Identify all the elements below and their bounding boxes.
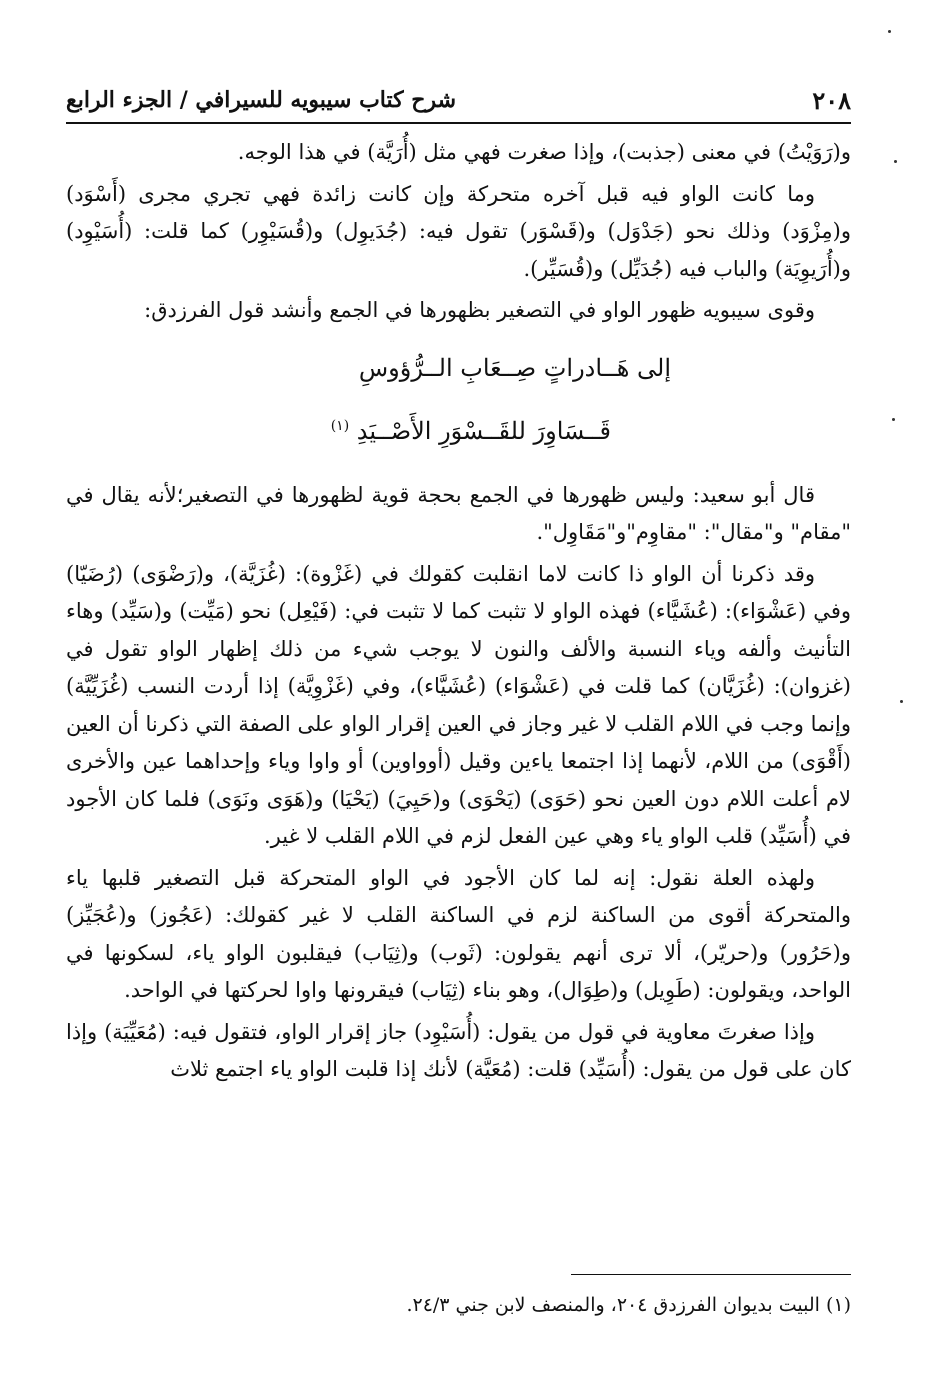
footnote-divider [571,1274,851,1275]
scan-speck [900,700,903,703]
verse-line-1-text: إلى هَــادراتٍ صِــعَابِ الــرُّؤوسِ [358,353,671,382]
paragraph: وما كانت الواو فيه قبل آخره متحركة وإن كانت زائدة فهي تجري مجرى (أَسْوَد) و(مِزْوَد) وذلك نحو (جَدْوَل) و(قَسْوَر) تقول فيه: (جُدَيوِل) و(قُسَيْوِر) كما قلت: (أُسَيْوِد) و(أُرَيوِيَة) والباب فيه (جُدَيِّل) و(قُسَيِّر). [66,181,851,281]
body-text [66,134,851,1093]
running-header [66,78,851,124]
running-title: شرح كتاب سيبويه للسيرافي / الجزء الرابع [66,87,457,113]
page [66,78,851,1368]
page-number: ٢٠٨ [812,85,851,115]
scan-speck [888,30,891,33]
scan-speck [894,160,897,163]
footnote: (١) البيت بديوان الفرزدق ٢٠٤، والمنصف لابن جني ٢٤/٣. [406,1294,851,1316]
paragraph: ولهذه العلة نقول: إنه لما كان الأجود في الواو المتحركة قبل التصغير قلبها ياء والمتحركة أقوى من الساكنة لزم في الساكنة القلب لا غير كقولك: (عَجُوز) و(عُجَيِّز) و(حَرُور) و(حريّر)، ألا ترى أنهم يقولون: (ثَوب) و(ثِيَاب) فيقلبون الواو ياء، لسكونها في الواحد، ويقولون: (طَوِيل) و(طِوَال)، وهو بناء (ثِيَاب) فيقرونها واوا لحركتها في الواحد. [66,865,851,1002]
verse-line-2 [66,406,851,451]
footnote-reference: (١) [330,417,350,434]
paragraph: وقوى سيبويه ظهور الواو في التصغير بظهورها في الجمع وأنشد قول الفرزدق: [144,298,815,322]
verse-line-1 [66,348,851,388]
paragraph: وإذا صغرتَ معاوية في قول من يقول: (أُسَيْوِد) جاز إقرار الواو، فتقول فيه: (مُعَيِّيَة) وإذا كان على قول من يقول: (أُسَيِّد) قلت: (مُعَيَّة) لأنك إذا قلبت الواو ياء اجتمع ثلاث [66,1019,851,1081]
scan-noise [888,0,928,1381]
scan-speck [892,418,895,421]
paragraph: قال أبو سعيد: وليس ظهورها في الجمع بحجة قوية لظهورها في التصغير؛لأنه يقال في "مقام" و"مقال": "مقاوِم"و"مَقَاوِل". [66,482,851,544]
paragraph: و(رَوَيْتُ) في معنى (جذبت)، وإذا صغرت فهي مثل (أُرَيَّة) في هذا الوجه. [237,140,851,164]
paragraph: وقد ذكرنا أن الواو ذا كانت لاما انقلبت كقولك في (غَزْوة): (غُزَيَّة)، و(رَضْوَى) (رُضَيّا) وفي (عَشْوَاء): (عُشَيَّاء) فهذه الواو لا تثبت كما لا تثبت في: (فَيْعِل) نحو (مَيِّت) و(سَيِّد) وهاء التأنيث وألفه وياء النسبة والألف والنون لا يوجب شيء من ذلك إظهار الواو تقول في (غزوان): (غُزَيَّان) كما قلت في (عَشْوَاء) (عُشَيَّاء)، وفي (غَزْوِيَّة) إذا أردت النسب (غُزَيِّيَّة) وإنما وجب في اللام القلب لا غير وجاز في العين إقرار الواو على الصفة التي ذكرنا أن العين (أَقْوَى) من اللام، لأنهما إذا اجتمعا ياءين وقيل (أوواوين) أو واوا وياء وإحداهما عين والأخرى لام أعلت اللام دون العين نحو (حَوَى) (يَحْوَى) و(حَيِيَ) (يَحْيَا) و(هَوَى ونَوَى) فلما كان الأجود في (أُسَيِّد) قلب الواو ياء وهي عين الفعل لزم في اللام القلب لا غير. [66,561,851,848]
verse-line-2-text: قَــسَاوِرَ للقَــسْوَرِ الأَصْــيَدِ [356,416,611,445]
